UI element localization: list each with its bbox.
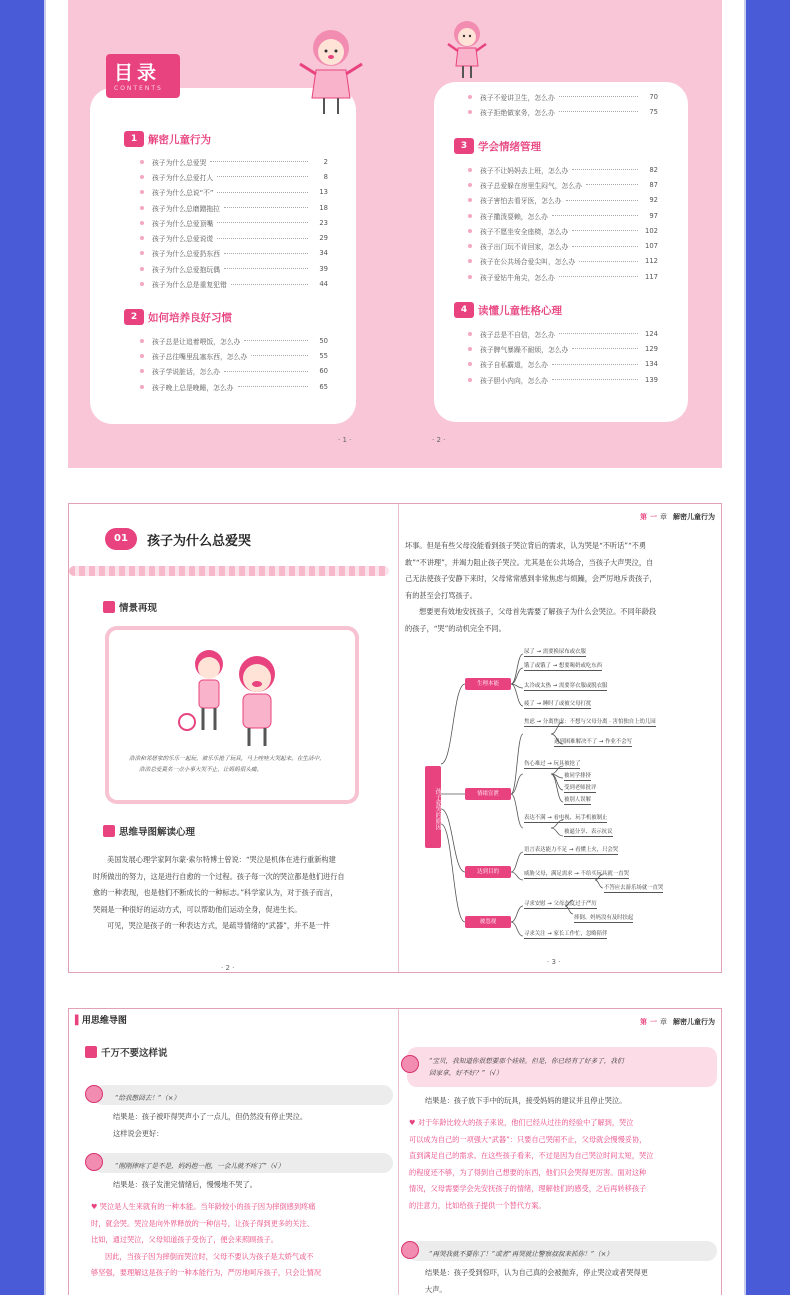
toc-item[interactable]: 孩子爱钻牛角尖，怎么办 117 <box>468 269 658 284</box>
chapter-number-icon: 2 <box>124 309 144 325</box>
result-text: 结果是：孩子受到惊吓，认为自己真的会被抛弃，停止哭泣或者哭得更 大声。 <box>425 1268 648 1294</box>
toc-item[interactable]: 孩子在公共场合爱尖叫，怎么办 112 <box>468 254 658 269</box>
quote-text: “再哭我就不要你了！”或者“再哭就让警察叔叔来抓你！”（×） <box>429 1250 613 1258</box>
toc-item[interactable]: 孩子脾气暴躁不耐烦，怎么办 129 <box>468 341 658 356</box>
chapter-title: 解密儿童行为 <box>148 133 211 146</box>
toc-subtitle: CONTENTS <box>114 85 163 92</box>
toc-chapter-4[interactable] <box>454 302 562 318</box>
chapter-title: 如何培养良好习惯 <box>148 311 232 324</box>
section-icon <box>85 1046 97 1058</box>
toc-item[interactable]: 孩子出门玩不肯回家，怎么办 107 <box>468 238 658 253</box>
toc-chapter-1[interactable] <box>124 131 211 147</box>
mindmap-leaf: 寻求安慰 → 父母态度过于严厉 <box>524 901 597 907</box>
girl-illustration-small <box>444 18 490 82</box>
mindmap-leaf: 遇到困难解决不了 → 作业不会写 <box>554 739 633 745</box>
toc-item[interactable]: 孩子撒泼耍赖，怎么办 97 <box>468 208 658 223</box>
toc-item[interactable]: 孩子害怕去看牙医，怎么办 92 <box>468 193 658 208</box>
toc-list-chapter-3 <box>468 162 658 284</box>
toc-item[interactable]: 孩子不愿坐安全座椅，怎么办 102 <box>468 223 658 238</box>
chapter-tag: 第 一 章 解密儿童行为 <box>640 513 715 521</box>
toc-title-badge <box>106 54 180 98</box>
mindmap-branch: 生理本能 <box>465 678 511 690</box>
page-number-left: · 2 · <box>221 964 235 972</box>
toc-item[interactable]: 孩子学说脏话，怎么办 60 <box>140 364 328 379</box>
toc-item[interactable]: 孩子为什么总是重复犯错 44 <box>140 276 328 291</box>
mindmap-leaf: 摔倒、妈妈没有及时扶起 <box>574 915 634 921</box>
mindmap-branch: 达到目的 <box>465 866 511 878</box>
explanation-paragraph: ♥ 对于年龄比较大的孩子来说，他们已经从过往的经验中了解到，哭泣 可以成为自己的一项强大“武器”：只要自己哭闹不止，父母就会慢慢妥协， 直到满足自己的需求。在这些孩子看来，不过是因为自己哭泣时间太短，哭泣 的程度还不够，为了得到自己想要的东西，他们只会哭得更厉害。面对这种 情况，父母需要学会先安抚孩子的情绪，理解他们的感受，之后再转移孩子 的注意力，比如给孩子提供一个替代方案。 <box>409 1118 654 1210</box>
result-text: 结果是：孩子被吓得哭声小了一点儿，但仍然没有停止哭泣。 这样说会更好： <box>113 1112 308 1138</box>
right-paragraph: 坏事。但是有些父母没能看到孩子哭泣背后的需求，认为哭是“不听话”“不勇 敢”“不讲理”，并竭力阻止孩子哭泣。尤其是在公共场合，当孩子大声哭泣，自 己无法使孩子安静下来时，父母常常感到非常焦虑与烦躁，会严厉地斥责孩子， 有的甚至会打骂孩子。 想要更有效地安抚孩子，父母首先需要了解孩子为什么会哭泣。不同年龄段 的孩子，“哭”的动机完全不同。 <box>405 541 657 633</box>
decorative-divider <box>69 566 389 576</box>
chapter-number-icon: 3 <box>454 138 474 154</box>
tips-spread <box>68 1008 722 1295</box>
toc-item[interactable]: 孩子为什么总爱说谎 29 <box>140 230 328 245</box>
mindmap-leaf: 伤心难过 → 玩具被抢了 <box>524 761 581 767</box>
explanation-paragraph: ♥ 哭泣是人生来就有的一种本能。当年龄较小的孩子因为摔倒感到疼痛 时，就会哭。哭泣是向外界释放的一种信号，让孩子得到更多的关注、 比如，通过哭泣，父母知道孩子受伤了，便会来照顾孩子。 因此，当孩子因为摔倒而哭泣时，父母不要认为孩子是太娇气或不 够坚强，要理解这是孩子的一种本能行为，严厉地呵斥孩子，只会让情况 <box>91 1202 322 1277</box>
mindmap-leaf: 不答应去游乐场就一直哭 <box>604 885 664 891</box>
toc-item[interactable]: 孩子为什么总爱哭 2 <box>140 154 328 169</box>
lesson-header <box>105 528 251 550</box>
mindmap-leaf: 受到老师批评 <box>564 785 597 791</box>
tips-heading: 千万不要这样说 <box>85 1045 168 1059</box>
chapter-number-icon: 4 <box>454 302 474 318</box>
toc-list-chapter-4 <box>468 326 658 387</box>
toc-list-chapter-2-continued <box>468 89 658 120</box>
quote-text: “给我憋回去！”（×） <box>115 1094 181 1102</box>
mindmap-leaf: 焦虑 → 分离焦虑：不想与父母分离 · 害怕独自上幼儿园 <box>524 719 656 725</box>
lesson-number-badge: 01 <box>105 528 137 550</box>
child-face-icon <box>85 1153 103 1171</box>
mindmap-root: 孩子爱哭的原因 <box>425 766 441 848</box>
toc-item[interactable]: 孩子总爱躲在房里生闷气，怎么办 87 <box>468 177 658 192</box>
toc-item[interactable]: 孩子为什么总爱扔东西 34 <box>140 246 328 261</box>
mindmap-leaf: 被同学排挤 <box>564 773 591 779</box>
mindmap-leaf: 太冷或太热 → 需要穿衣服或脱衣服 <box>524 683 608 689</box>
child-face-icon <box>401 1241 419 1259</box>
mindmap-leaf: 饿了或饿了 → 想要喝奶或吃东西 <box>524 663 603 669</box>
result-text: 结果是：孩子发泄完情绪后，慢慢地不哭了。 <box>113 1180 257 1189</box>
toc-item[interactable]: 孩子不让妈妈去上班，怎么办 82 <box>468 162 658 177</box>
mindmap-heading: 思维导图解读心理 <box>103 824 195 838</box>
book-logo: ▌用思维导图 <box>75 1016 127 1026</box>
child-face-icon <box>85 1085 103 1103</box>
left-paragraph: 美国发展心理学家阿尔蒙·索尔特博士曾说：“哭泣是机体在进行重新构建 时所做出的努力，这是进行自愈的一个过程。孩子每一次的哭泣都是他们进行自 愈的一种表现，也是他们不断成长的一种标志。”科学家认为，对于孩子而言， 哭闹是一种很好的运动方式，可以帮助他们运动全身，促进生长。 可见，哭泣是孩子的一种表达方式，是疏导情绪的“武器”，并不是一件 <box>93 855 345 930</box>
heart-icon: ♥ <box>409 1118 416 1127</box>
toc-title: 目录 <box>114 62 161 84</box>
mindmap-branch: 情绪宣泄 <box>465 788 511 800</box>
mindmap-leaf: 寻求关注 → 家长工作忙，忽略陪伴 <box>524 931 608 937</box>
mindmap-leaf: 疲了 → 睡时了或被父母打扰 <box>524 701 592 707</box>
toc-item[interactable]: 孩子自私霸道，怎么办 134 <box>468 357 658 372</box>
toc-spread <box>68 0 722 468</box>
mindmap-leaf: 表达不满 → 看电视、玩手机被制止 <box>524 815 608 821</box>
girl-illustration <box>296 26 366 118</box>
page-number-right: · 2 · <box>432 436 446 444</box>
scene-illustration-box <box>105 626 359 804</box>
page-fold <box>398 1009 399 1295</box>
toc-list-chapter-2 <box>140 333 328 394</box>
mindmap-leaf: 语言表达能力不足 → 看懂上火，只会哭 <box>524 847 619 853</box>
toc-item[interactable]: 孩子为什么总磨蹭拖拉 18 <box>140 200 328 215</box>
mindmap-leaf: 被逼分享、表示抗议 <box>564 829 613 835</box>
quote-text: “刚刚摔疼了是不是，妈妈抱一抱，一会儿就不疼了”（√） <box>115 1162 285 1170</box>
quote-text: “宝贝，我知道你很想要那个娃娃。但是，你已经有了好多了，我们 回家拿，好不好？”（√） <box>429 1057 624 1077</box>
scene-caption: 浩浩和邻居家的乐乐一起玩，被乐乐抢了玩具，马上哇哇大哭起来。在生活中， 浩浩总爱莫名一点小事大哭不止，让妈妈很头痛。 <box>129 756 325 773</box>
chapter-tag: 第 一 章 解密儿童行为 <box>640 1018 715 1026</box>
toc-item[interactable]: 孩子总是不自信，怎么办 124 <box>468 326 658 341</box>
mindmap-leaf: 威胁父母，满足需求 → 不给买玩具就一直哭 <box>524 871 629 877</box>
toc-item[interactable]: 孩子为什么总爱打人 8 <box>140 169 328 184</box>
toc-list-chapter-1 <box>140 154 328 292</box>
chapter-title: 学会情绪管理 <box>478 140 541 153</box>
section-icon <box>103 601 115 613</box>
toc-item[interactable]: 孩子为什么总爱抱玩偶 39 <box>140 261 328 276</box>
page-number-left: · 1 · <box>338 436 352 444</box>
toc-item[interactable]: 孩子为什么总爱顶嘴 23 <box>140 215 328 230</box>
mindmap-leaf: 尿了 → 需要换尿布或衣服 <box>524 649 586 655</box>
heart-icon: ♥ <box>91 1202 98 1211</box>
toc-item[interactable]: 孩子胆小内向，怎么办 139 <box>468 372 658 387</box>
toc-item[interactable]: 孩子拒绝做家务，怎么办 75 <box>468 104 658 119</box>
section-icon <box>103 825 115 837</box>
lesson-title: 孩子为什么总爱哭 <box>147 533 252 549</box>
toc-item[interactable]: 孩子为什么总说“不” 13 <box>140 185 328 200</box>
toc-item[interactable]: 孩子总往嘴里乱塞东西，怎么办 55 <box>140 348 328 363</box>
child-face-icon <box>401 1055 419 1073</box>
toc-item[interactable]: 孩子晚上总是晚睡，怎么办 65 <box>140 379 328 394</box>
lesson-spread <box>68 503 722 973</box>
toc-item[interactable]: 孩子不爱讲卫生，怎么办 70 <box>468 89 658 104</box>
scene-heading: 情景再现 <box>103 600 157 614</box>
mindmap-branch: 被忽视 <box>465 916 511 928</box>
toc-item[interactable]: 孩子总是让追着喂饭，怎么办 50 <box>140 333 328 348</box>
toc-chapter-2[interactable] <box>124 309 232 325</box>
result-text: 结果是：孩子放下手中的玩具，接受妈妈的建议并且停止哭泣。 <box>425 1096 627 1105</box>
mindmap-leaf: 被别人误解 <box>564 797 591 803</box>
chapter-title: 读懂儿童性格心理 <box>478 304 562 317</box>
crying-children-illustration <box>177 638 297 750</box>
page-number-right: · 3 · <box>547 958 561 966</box>
chapter-number-icon: 1 <box>124 131 144 147</box>
toc-chapter-3[interactable] <box>454 138 541 154</box>
